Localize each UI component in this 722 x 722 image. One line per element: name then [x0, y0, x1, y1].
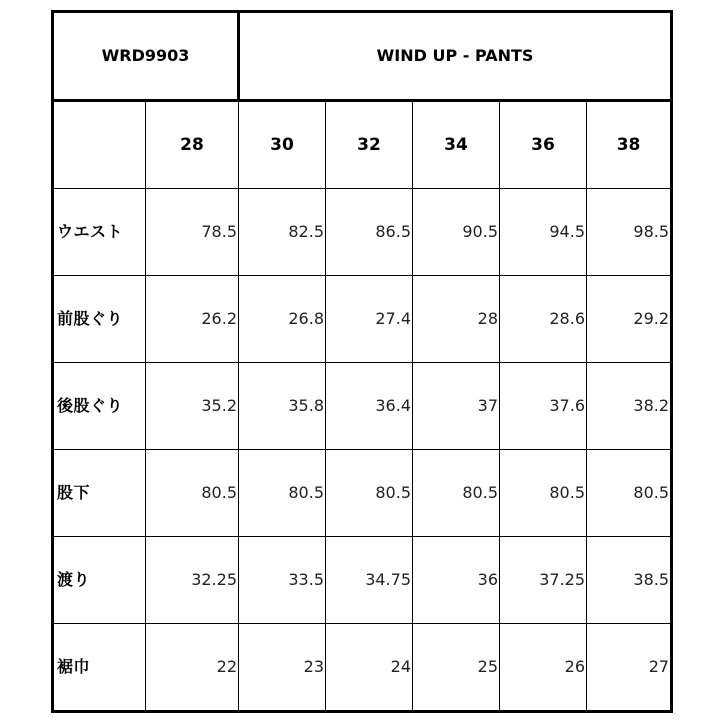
measurement-value: 26.2	[146, 276, 239, 363]
measurement-value: 26	[500, 624, 587, 712]
table-row	[53, 363, 672, 450]
table-row	[53, 276, 672, 363]
measurement-value: 38.2	[587, 363, 672, 450]
measurement-value: 37	[413, 363, 500, 450]
table-row	[53, 624, 672, 712]
model-code: WRD9903	[53, 12, 239, 101]
size-header-cell: 34	[413, 101, 500, 189]
table-row	[53, 189, 672, 276]
measurement-value: 80.5	[146, 450, 239, 537]
measurement-value: 80.5	[587, 450, 672, 537]
table-row	[53, 450, 672, 537]
measurement-label: 裾巾	[53, 624, 146, 712]
measurement-value: 94.5	[500, 189, 587, 276]
measurement-value: 35.8	[239, 363, 326, 450]
measurement-label: 渡り	[53, 537, 146, 624]
measurement-value: 36.4	[326, 363, 413, 450]
measurement-label: 後股ぐり	[53, 363, 146, 450]
measurement-value: 33.5	[239, 537, 326, 624]
measurement-value: 82.5	[239, 189, 326, 276]
measurement-value: 32.25	[146, 537, 239, 624]
measurement-value: 36	[413, 537, 500, 624]
measurement-value: 23	[239, 624, 326, 712]
size-header-cell: 28	[146, 101, 239, 189]
measurement-value: 90.5	[413, 189, 500, 276]
measurement-value: 29.2	[587, 276, 672, 363]
measurement-value: 34.75	[326, 537, 413, 624]
size-header-cell: 30	[239, 101, 326, 189]
size-chart-table	[51, 10, 673, 713]
measurement-value: 37.6	[500, 363, 587, 450]
header-row	[53, 12, 672, 101]
measurement-value: 80.5	[326, 450, 413, 537]
measurement-label: 前股ぐり	[53, 276, 146, 363]
measurement-value: 86.5	[326, 189, 413, 276]
measurement-value: 98.5	[587, 189, 672, 276]
corner-cell	[53, 101, 146, 189]
measurement-value: 25	[413, 624, 500, 712]
measurement-label: 股下	[53, 450, 146, 537]
measurement-value: 27.4	[326, 276, 413, 363]
measurement-value: 22	[146, 624, 239, 712]
size-header-cell: 36	[500, 101, 587, 189]
size-header-cell: 38	[587, 101, 672, 189]
measurement-value: 27	[587, 624, 672, 712]
measurement-value: 35.2	[146, 363, 239, 450]
product-name: WIND UP - PANTS	[239, 12, 672, 101]
measurement-value: 28.6	[500, 276, 587, 363]
measurement-value: 26.8	[239, 276, 326, 363]
measurement-value: 28	[413, 276, 500, 363]
size-header-row	[53, 101, 672, 189]
table-row	[53, 537, 672, 624]
measurement-value: 37.25	[500, 537, 587, 624]
measurement-value: 24	[326, 624, 413, 712]
measurement-value: 38.5	[587, 537, 672, 624]
size-header-cell: 32	[326, 101, 413, 189]
measurement-value: 78.5	[146, 189, 239, 276]
measurement-value: 80.5	[500, 450, 587, 537]
measurement-value: 80.5	[239, 450, 326, 537]
measurement-value: 80.5	[413, 450, 500, 537]
measurement-label: ウエスト	[53, 189, 146, 276]
